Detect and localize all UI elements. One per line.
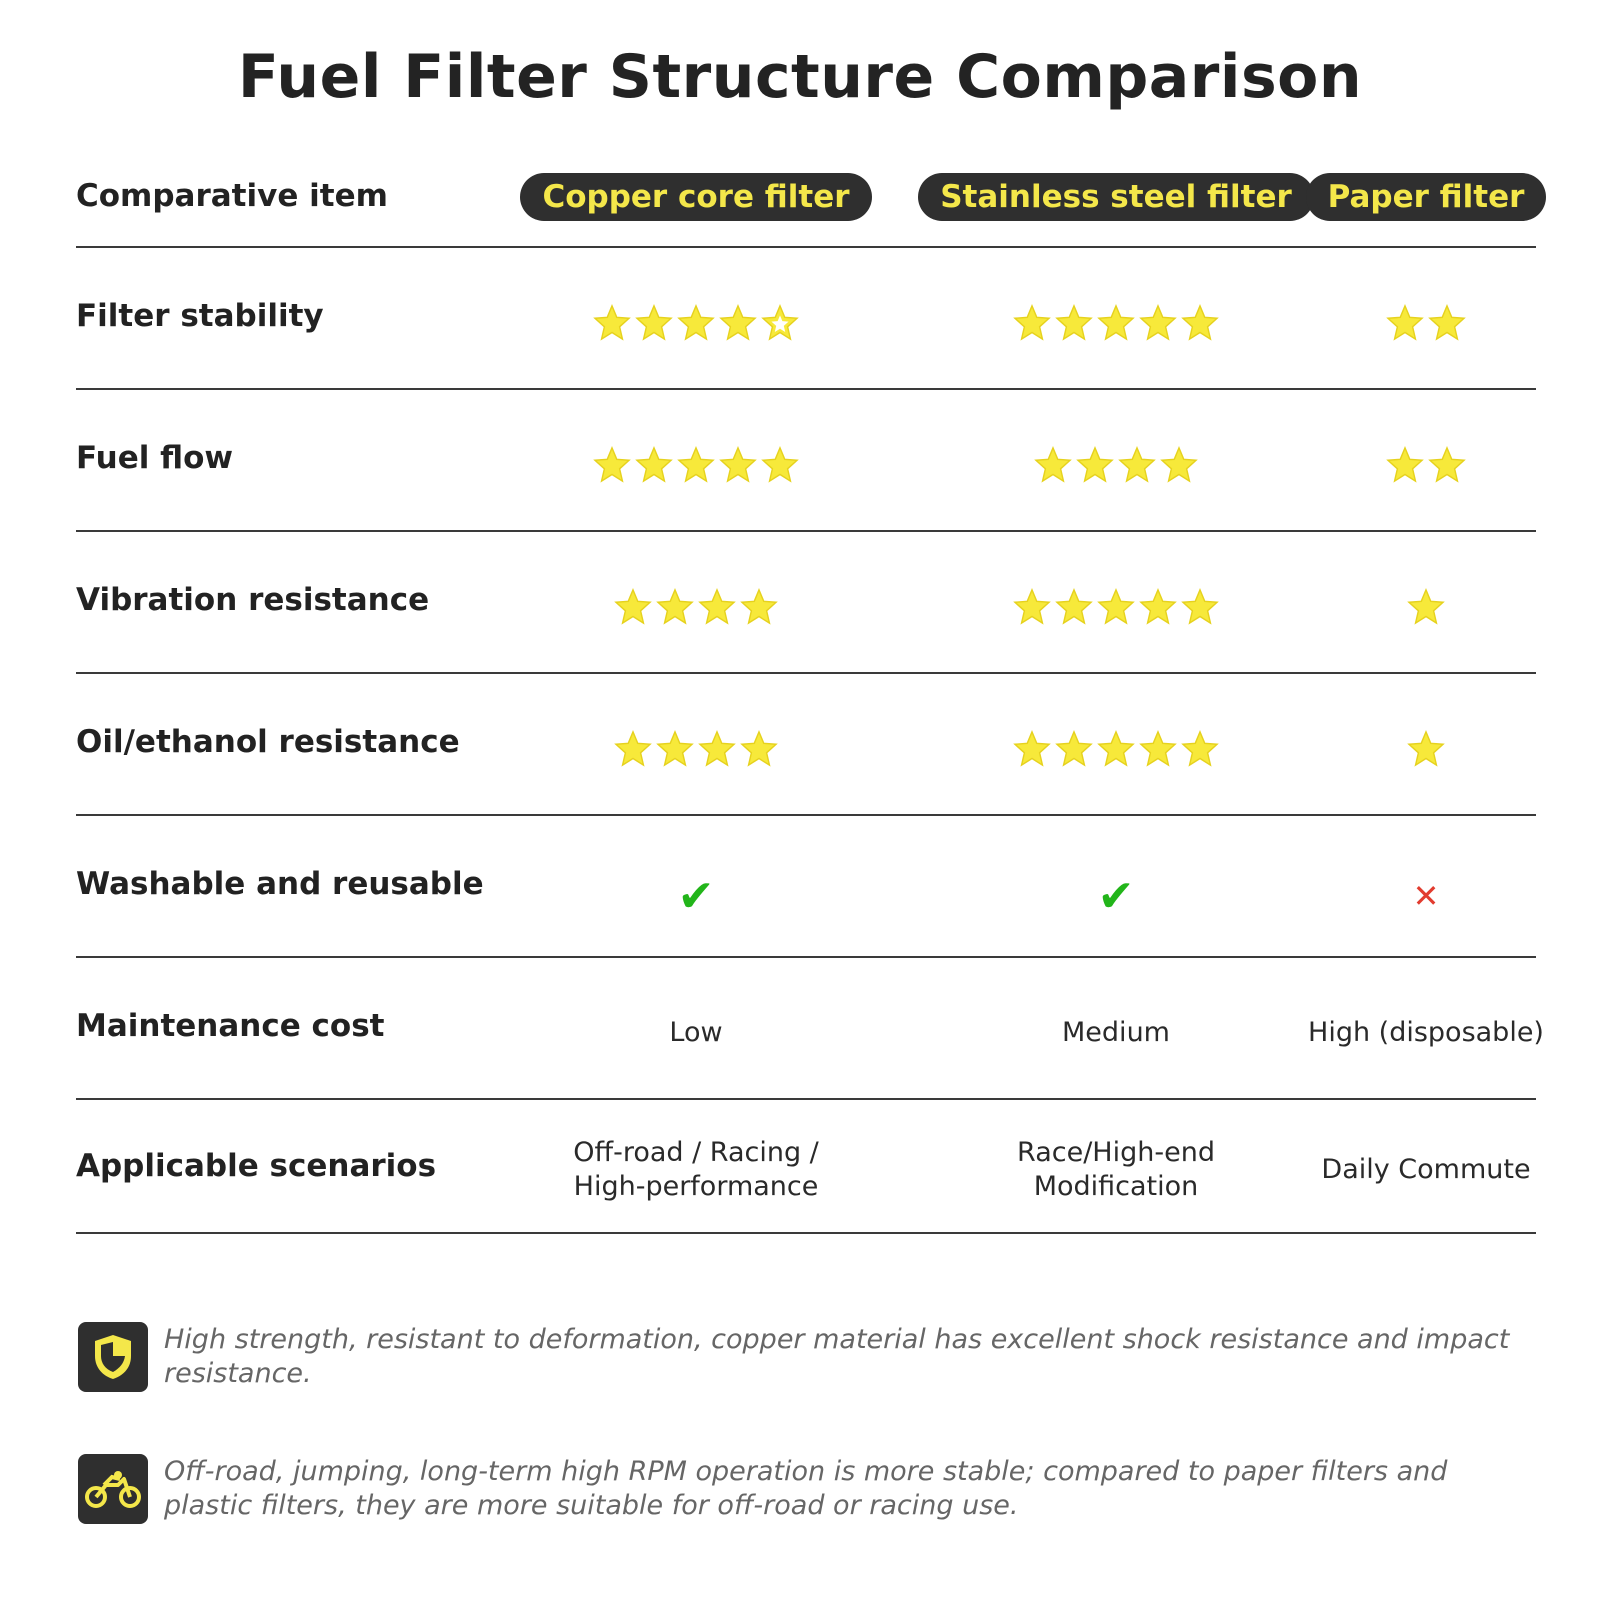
comparison-table [76, 160, 1544, 1234]
rating-cell [476, 430, 916, 500]
star-rating [614, 730, 778, 768]
star-filled-icon [635, 304, 673, 342]
star-outline-icon [761, 304, 799, 342]
scenarios-row [76, 1100, 1536, 1234]
maintenance-value: Low [669, 1017, 723, 1048]
star-filled-icon [1386, 446, 1424, 484]
row-label: Applicable scenarios [76, 1148, 437, 1184]
star-filled-icon [1386, 304, 1424, 342]
shield-icon [78, 1322, 148, 1392]
rating-row-oil-ethanol-resistance [76, 674, 1536, 816]
rating-cell [916, 572, 1316, 642]
maintenance-value: High (disposable) [1308, 1017, 1544, 1048]
check-icon: ✔ [1097, 870, 1135, 922]
star-filled-icon [1428, 446, 1466, 484]
star-filled-icon [761, 446, 799, 484]
star-filled-icon [1407, 588, 1445, 626]
row-label: Fuel flow [76, 440, 234, 476]
star-rating [1386, 446, 1466, 484]
maintenance-row [76, 958, 1544, 1100]
star-filled-icon [1428, 304, 1466, 342]
note-text: High strength, resistant to deformation, copper material has excellent shock resistance and impact resistance. [164, 1324, 1510, 1389]
star-filled-icon [677, 446, 715, 484]
star-filled-icon [1160, 446, 1198, 484]
star-filled-icon [1055, 304, 1093, 342]
note-text: Off-road, jumping, long-term high RPM operation is more stable; compared to paper filters and plastic filters, they are more suitable for off-road or racing use. [164, 1456, 1448, 1521]
row-label: Vibration resistance [76, 582, 430, 618]
star-filled-icon [1076, 446, 1114, 484]
rating-cell [1276, 288, 1576, 358]
column-header-stainless [916, 172, 1316, 222]
motorcycle-icon [78, 1454, 148, 1524]
star-filled-icon [698, 588, 736, 626]
washable-row [76, 816, 1536, 958]
star-filled-icon [1181, 588, 1219, 626]
column-header-paper [1276, 172, 1576, 222]
rating-cell [476, 714, 916, 784]
star-filled-icon [1055, 730, 1093, 768]
rating-row-fuel-flow [76, 390, 1536, 532]
cross-icon: ✕ [1412, 877, 1440, 915]
star-filled-icon [740, 730, 778, 768]
star-filled-icon [1097, 304, 1135, 342]
star-rating [593, 304, 799, 342]
star-filled-icon [593, 446, 631, 484]
star-filled-icon [1181, 730, 1219, 768]
scenario-value: Off-road / Racing / High-performance [573, 1137, 819, 1202]
star-filled-icon [1013, 730, 1051, 768]
star-filled-icon [1139, 304, 1177, 342]
row-label: Maintenance cost [76, 1008, 385, 1044]
copper-core-filter-pill: Copper core filter [520, 173, 871, 221]
star-rating [1386, 304, 1466, 342]
star-rating [1013, 588, 1219, 626]
star-filled-icon [1013, 304, 1051, 342]
scenario-value: Race/High-end Modification [1017, 1137, 1215, 1202]
rating-cell [1276, 572, 1576, 642]
rating-cell [916, 288, 1316, 358]
page-title: Fuel Filter Structure Comparison [237, 42, 1363, 112]
star-filled-icon [614, 730, 652, 768]
row-label: Filter stability [76, 298, 324, 334]
rating-cell [1276, 430, 1576, 500]
star-filled-icon [1181, 304, 1219, 342]
star-filled-icon [740, 588, 778, 626]
star-filled-icon [614, 588, 652, 626]
rating-cell [1276, 714, 1576, 784]
washable-cell [916, 856, 1316, 936]
rating-cell [476, 288, 916, 358]
star-rating [1407, 730, 1445, 768]
star-filled-icon [1055, 588, 1093, 626]
row-label: Oil/ethanol resistance [76, 724, 460, 760]
star-filled-icon [1139, 730, 1177, 768]
star-filled-icon [656, 730, 694, 768]
rating-cell [916, 430, 1316, 500]
star-rating [593, 446, 799, 484]
star-filled-icon [1013, 588, 1051, 626]
washable-cell [1276, 856, 1576, 936]
maintenance-value: Medium [1062, 1017, 1170, 1048]
star-filled-icon [1139, 588, 1177, 626]
star-filled-icon [635, 446, 673, 484]
star-filled-icon [1034, 446, 1072, 484]
star-filled-icon [698, 730, 736, 768]
rating-row-vibration-resistance [76, 532, 1536, 674]
check-icon: ✔ [677, 870, 715, 922]
rating-cell [916, 714, 1316, 784]
note-strength [78, 1322, 1518, 1392]
comparative-item-label: Comparative item [76, 178, 388, 214]
column-header-copper [476, 172, 916, 222]
star-rating [1013, 730, 1219, 768]
star-rating [1013, 304, 1219, 342]
scenario-value: Daily Commute [1321, 1154, 1531, 1185]
star-filled-icon [1118, 446, 1156, 484]
star-filled-icon [656, 588, 694, 626]
star-rating [1034, 446, 1198, 484]
paper-filter-pill: Paper filter [1306, 173, 1547, 221]
rating-row-filter-stability [76, 248, 1536, 390]
star-rating [1407, 588, 1445, 626]
star-filled-icon [1097, 588, 1135, 626]
star-filled-icon [719, 304, 757, 342]
header-row [76, 160, 1536, 248]
washable-cell [476, 856, 916, 936]
star-rating [614, 588, 778, 626]
note-offroad [78, 1454, 1518, 1524]
star-filled-icon [1407, 730, 1445, 768]
star-filled-icon [677, 304, 715, 342]
star-filled-icon [719, 446, 757, 484]
rating-cell [476, 572, 916, 642]
star-filled-icon [593, 304, 631, 342]
stainless-steel-filter-pill: Stainless steel filter [918, 173, 1314, 221]
row-label: Washable and reusable [76, 866, 484, 902]
star-filled-icon [1097, 730, 1135, 768]
